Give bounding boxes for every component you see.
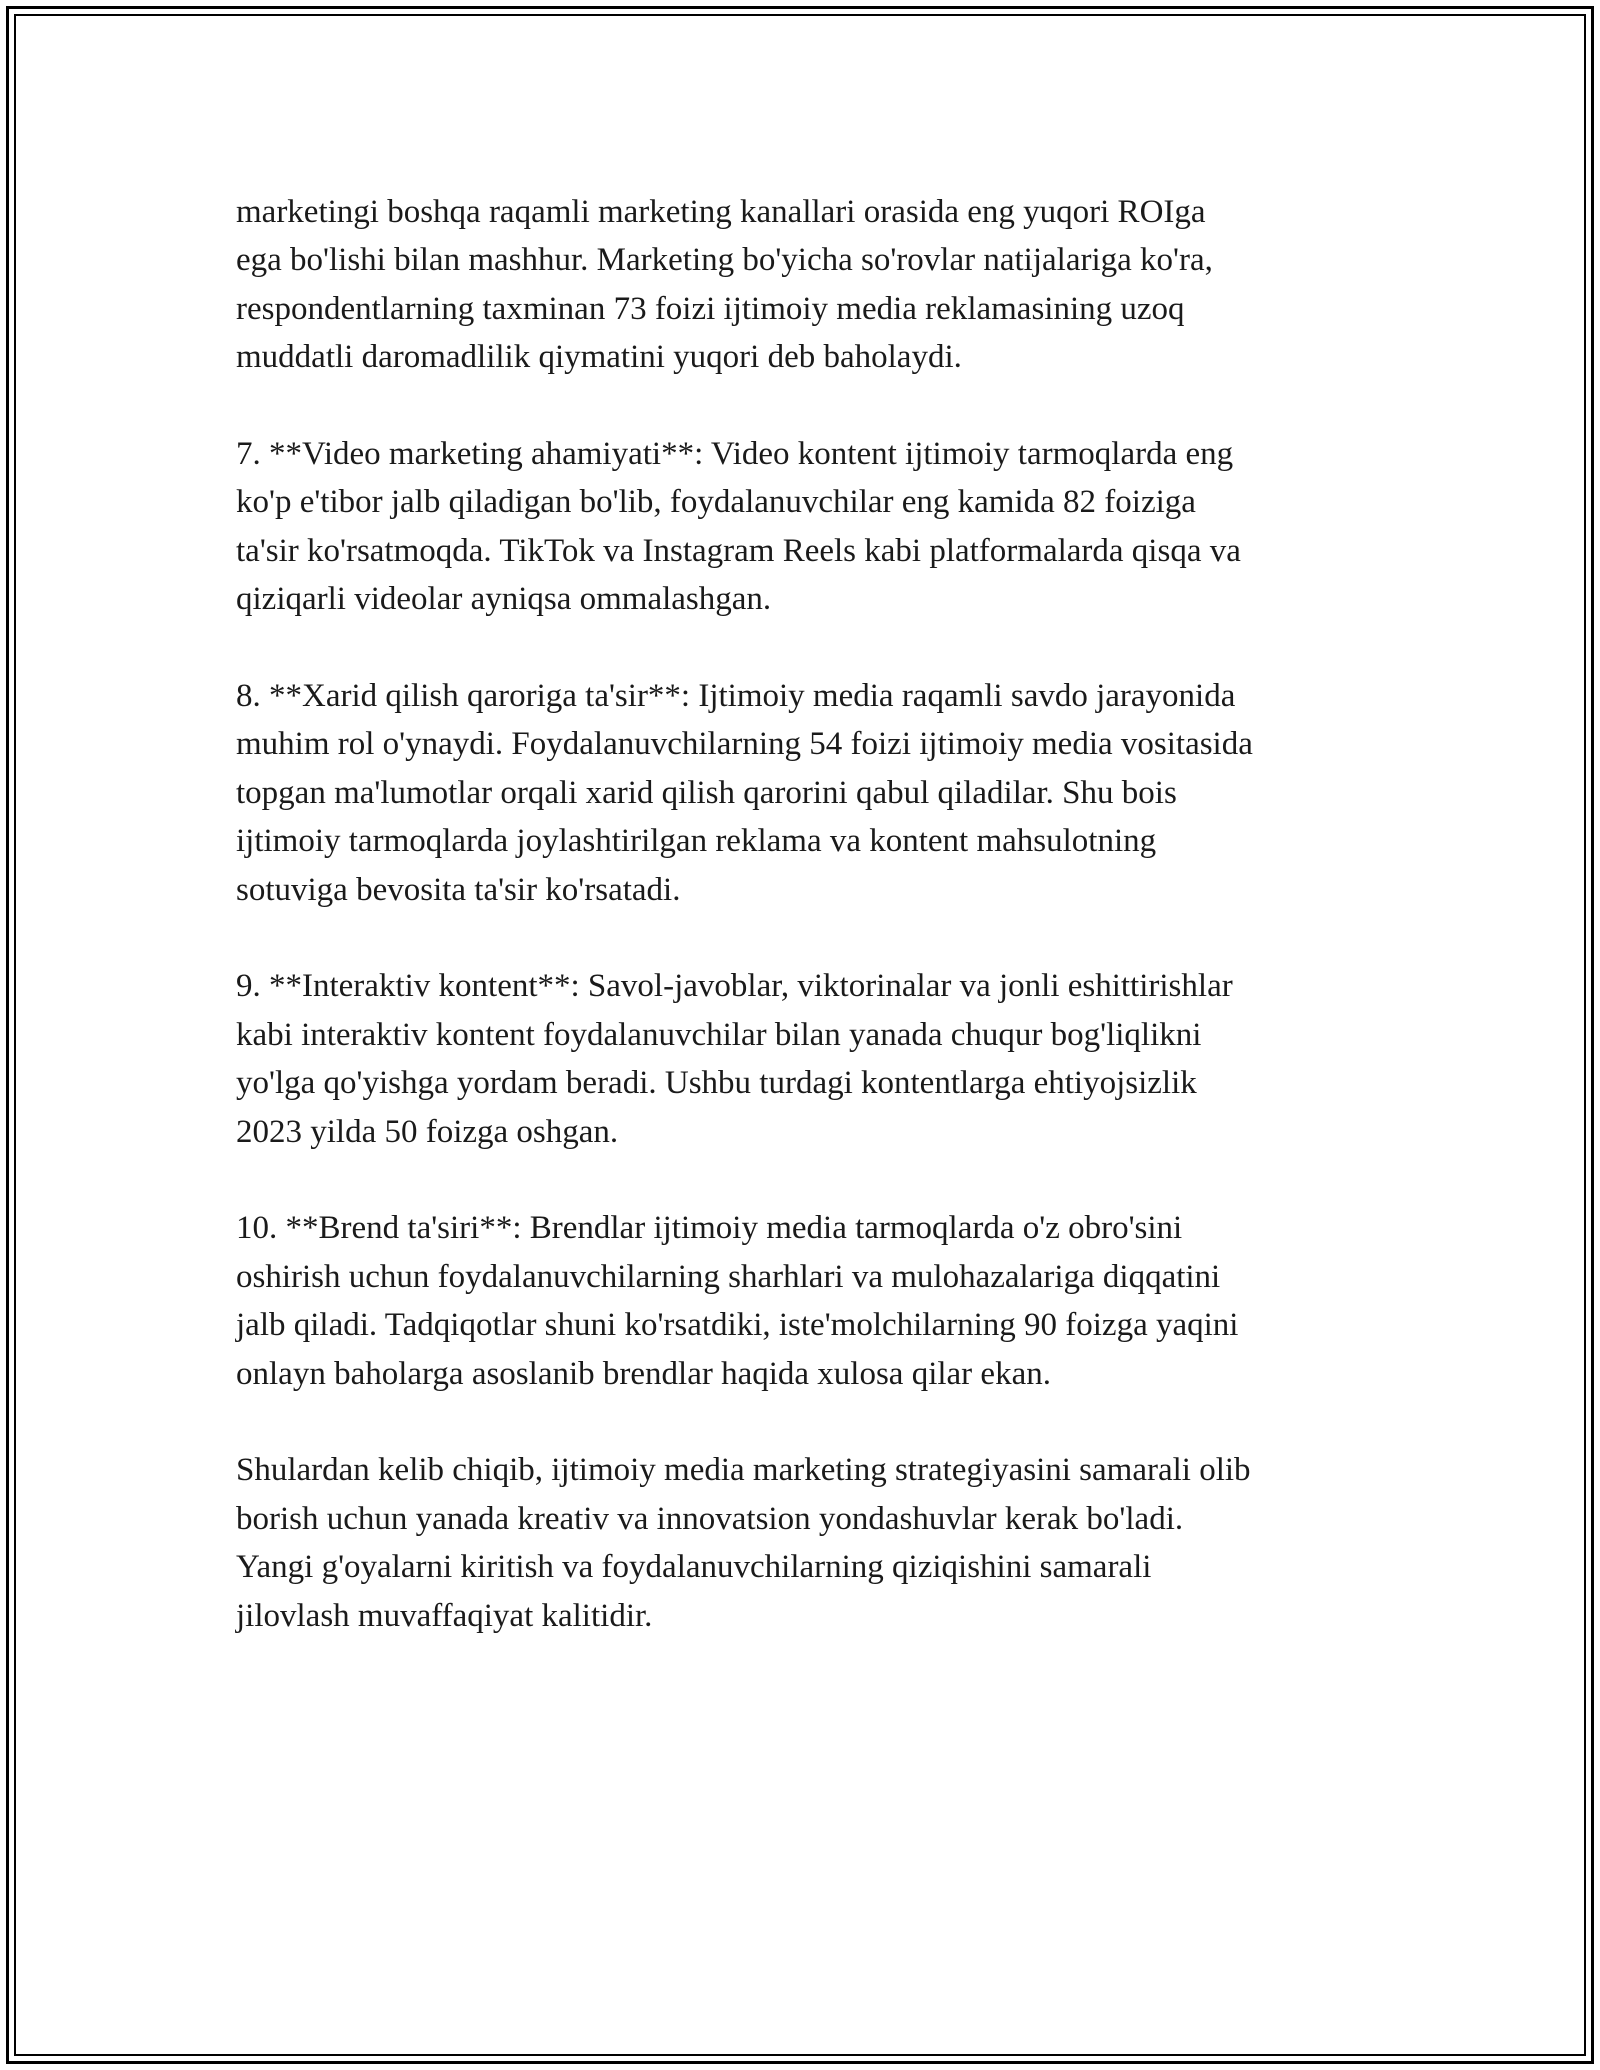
paragraph-interactive-content [236,962,1376,1156]
text-line: muhim rol o'ynaydi. Foydalanuvchilarning 54 foizi ijtimoiy media vositasida [236,726,1253,763]
text-line: ko'p e'tibor jalb qiladigan bo'lib, foydalanuvchilar eng kamida 82 foiziga [236,484,1196,521]
text-line: yo'lga qo'yishga yordam beradi. Ushbu turdagi kontentlarga ehtiyojsizlik [236,1065,1197,1102]
text-line: topgan ma'lumotlar orqali xarid qilish qarorini qabul qiladilar. Shu bois [236,774,1177,811]
text-line: qiziqarli videolar ayniqsa ommalashgan. [236,581,772,618]
paragraph-conclusion [236,1446,1376,1640]
text-line: respondentlarning taxminan 73 foizi ijtimoiy media reklamasining uzoq [236,290,1185,327]
text-line: 9. **Interaktiv kontent**: Savol-javoblar, viktorinalar va jonli eshittirishlar [236,968,1233,1005]
text-line: sotuviga bevosita ta'sir ko'rsatadi. [236,871,681,908]
paragraph-purchase-decision [236,672,1376,914]
text-line: marketingi boshqa raqamli marketing kanallari orasida eng yuqori ROIga [236,194,1206,230]
text-line: 8. **Xarid qilish qaroriga ta'sir**: Ijtimoiy media raqamli savdo jarayonida [236,678,1236,715]
paragraph-intro [236,188,1376,382]
text-line: borish uchun yanada kreativ va innovatsion yondashuvlar kerak bo'ladi. [236,1500,1184,1537]
text-line: 10. **Brend ta'siri**: Brendlar ijtimoiy media tarmoqlarda o'z obro'sini [236,1210,1183,1247]
text-line: ta'sir ko'rsatmoqda. TikTok va Instagram Reels kabi platformalarda qisqa va [236,532,1241,569]
document-body [236,188,1376,1689]
text-line: ijtimoiy tarmoqlarda joylashtirilgan reklama va kontent mahsulotning [236,823,1157,860]
text-line: ega bo'lishi bilan mashhur. Marketing bo'yicha so'rovlar natijalariga ko'ra, [236,242,1213,279]
text-line: oshirish uchun foydalanuvchilarning sharhlari va mulohazalariga diqqatini [236,1258,1221,1295]
paragraph-video-marketing [236,430,1376,624]
text-line: 2023 yilda 50 foizga oshgan. [236,1113,619,1150]
text-line: Shulardan kelib chiqib, ijtimoiy media marketing strategiyasini samarali olib [236,1452,1251,1489]
text-line: muddatli daromadlilik qiymatini yuqori deb baholaydi. [236,339,962,376]
text-line: jilovlash muvaffaqiyat kalitidir. [236,1597,653,1634]
text-line: Yangi g'oyalarni kiritish va foydalanuvchilarning qiziqishini samarali [236,1549,1152,1586]
text-line: 7. **Video marketing ahamiyati**: Video kontent ijtimoiy tarmoqlarda eng [236,436,1234,473]
paragraph-brand-impact [236,1204,1376,1398]
text-line: kabi interaktiv kontent foydalanuvchilar bilan yanada chuqur bog'liqlikni [236,1016,1202,1053]
text-line: jalb qiladi. Tadqiqotlar shuni ko'rsatdiki, iste'molchilarning 90 foizga yaqini [236,1307,1239,1344]
text-line: onlayn baholarga asoslanib brendlar haqida xulosa qilar ekan. [236,1355,1051,1392]
